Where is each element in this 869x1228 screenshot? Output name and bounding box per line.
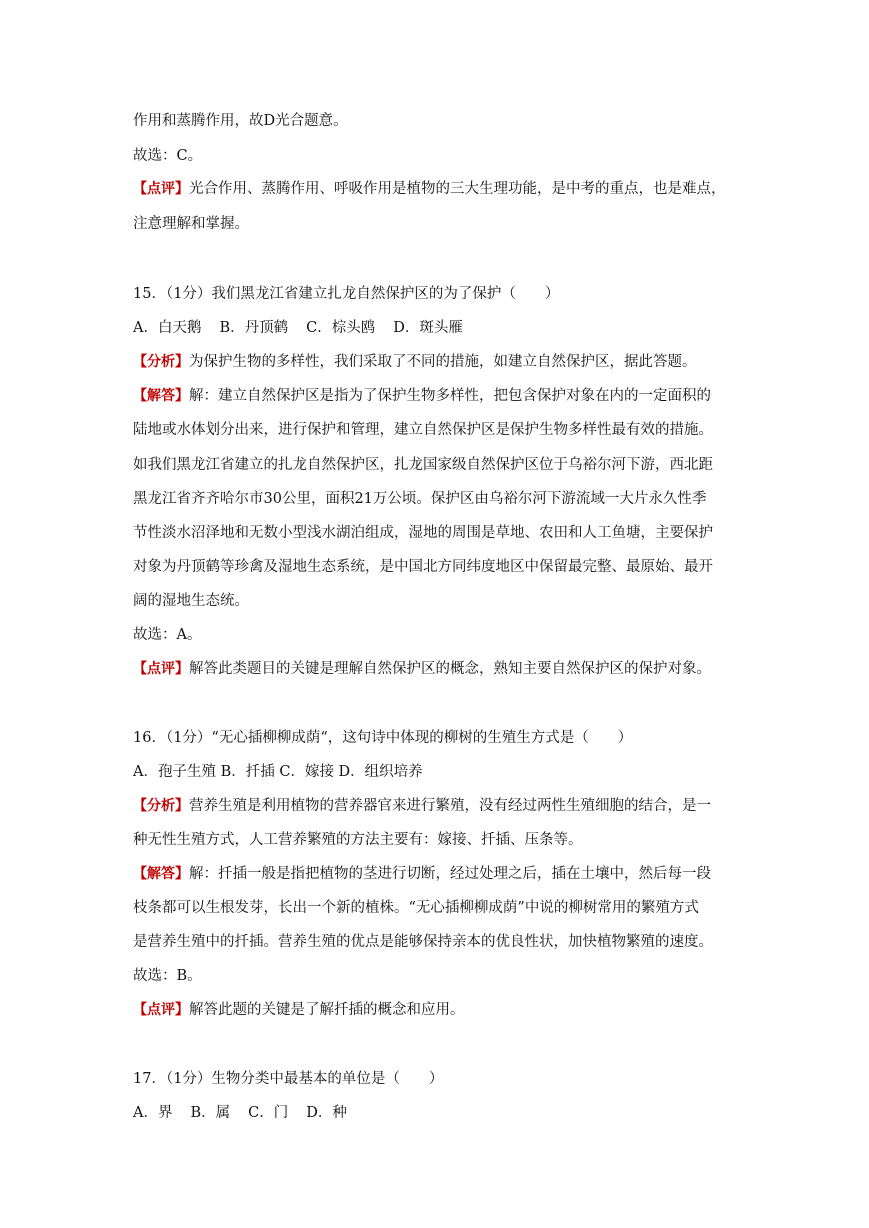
text-line: 作用和蒸腾作用，故D光合题意。 — [133, 113, 348, 129]
review-line: 【点评】光合作用、蒸腾作用、呼吸作用是植物的三大生理功能，是中考的重点，也是难点， — [133, 181, 726, 197]
text-line: 节性淡水沼泽地和无数小型浅水湖泊组成，湿地的周围是草地、农田和人工鱼塘，主要保护 — [133, 525, 713, 541]
question-17-options: A．界 B．属 C．门 D．种 — [133, 1105, 347, 1121]
text-line: 注意理解和掌握。 — [133, 216, 249, 232]
answer-line: 故选：A。 — [133, 627, 202, 643]
text-line: 种无性生殖方式，人工营养繁殖的方法主要有：嫁接、扦插、压条等。 — [133, 832, 583, 848]
text-line: 陆地或水体划分出来，进行保护和管理，建立自然保护区是保护生物多样性最有效的措施。 — [133, 422, 713, 438]
review-line: 【点评】解答此类题目的关键是理解自然保护区的概念，熟知主要自然保护区的保护对象。 — [133, 661, 711, 677]
review-tag: 【点评】 — [133, 1002, 189, 1018]
text-line: 阔的湿地生态统。 — [133, 593, 249, 609]
answer-line: 故选：B。 — [133, 968, 202, 984]
question-15: 15．（1分）我们黑龙江省建立扎龙自然保护区的为了保护（ ） — [133, 286, 560, 302]
question-16-options: A．孢子生殖 B．扦插 C．嫁接 D．组织培养 — [133, 764, 423, 780]
text-line: 黑龙江省齐齐哈尔市30公里，面积21万公顷。保护区由乌裕尔河下游流域一大片永久性季 — [133, 491, 707, 507]
text-line: 枝条都可以生根发芽，长出一个新的植株。“无心插柳柳成荫”中说的柳树常用的繁殖方式 — [133, 900, 699, 916]
review-tag: 【点评】 — [133, 661, 189, 677]
solution-line: 【解答】解：扦插一般是指把植物的茎进行切断，经过处理之后，插在土壤中，然后每一段 — [133, 866, 711, 882]
question-15-options: A．白天鹅 B．丹顶鹤 C．棕头鸥 D．斑头雁 — [133, 320, 463, 336]
solution-line: 【解答】解：建立自然保护区是指为了保护生物多样性，把包含保护对象在内的一定面积的 — [133, 388, 711, 404]
text-line: 是营养生殖中的扦插。营养生殖的优点是能够保持亲本的优良性状，加快植物繁殖的速度。 — [133, 934, 713, 950]
text-line: 如我们黑龙江省建立的扎龙自然保护区，扎龙国家级自然保护区位于乌裕尔河下游，西北距 — [133, 457, 713, 473]
review-line: 【点评】解答此题的关键是了解扦插的概念和应用。 — [133, 1002, 465, 1018]
text-line: 对象为丹顶鹤等珍禽及湿地生态系统，是中国北方同纬度地区中保留最完整、最原始、最开 — [133, 559, 713, 575]
question-17: 17．（1分）生物分类中最基本的单位是（ ） — [133, 1071, 444, 1087]
solution-tag: 【解答】 — [133, 388, 189, 404]
solution-tag: 【解答】 — [133, 866, 189, 882]
analysis-tag: 【分析】 — [133, 354, 189, 370]
analysis-line: 【分析】为保护生物的多样性，我们采取了不同的措施，如建立自然保护区，据此答题。 — [133, 354, 697, 370]
review-tag: 【点评】 — [133, 181, 189, 197]
answer-line: 故选：C。 — [133, 148, 203, 164]
analysis-line: 【分析】营养生殖是利用植物的营养器官来进行繁殖，没有经过两性生殖细胞的结合，是一 — [133, 798, 711, 814]
analysis-tag: 【分析】 — [133, 798, 189, 814]
question-16: 16．（1分）“无心插柳柳成荫“，这句诗中体现的柳树的生殖生方式是（ ） — [133, 730, 633, 746]
